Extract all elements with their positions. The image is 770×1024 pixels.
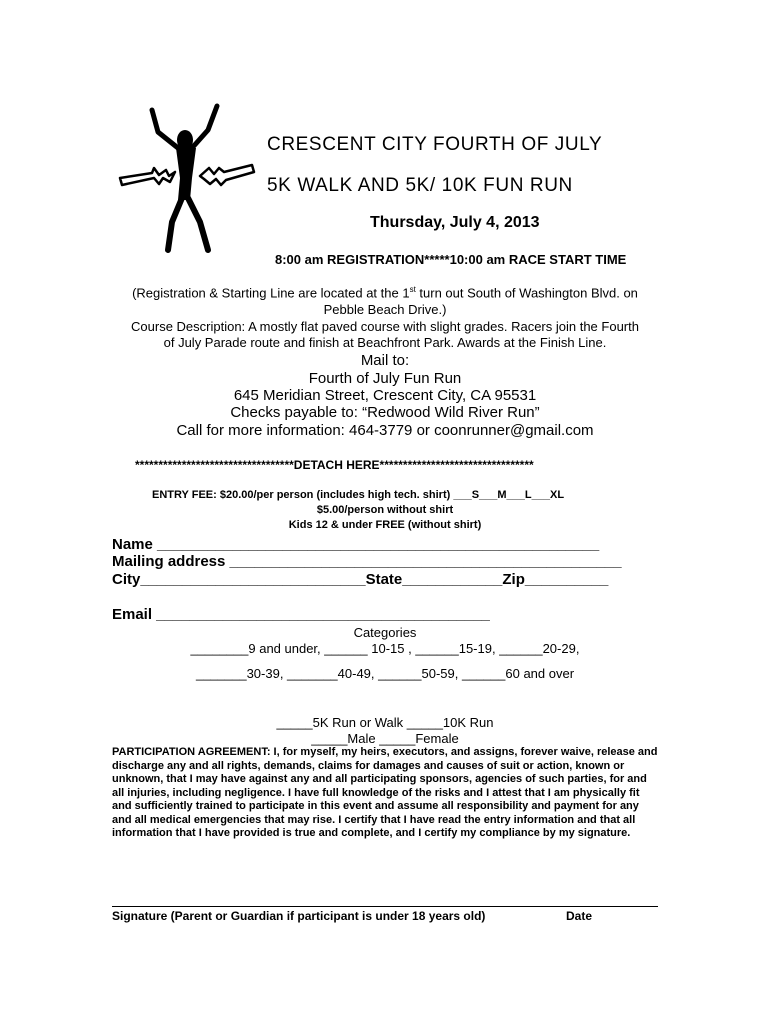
entry-fee: ENTRY FEE: $20.00/per person (includes high tech. shirt) ___S___M___L___XL: [152, 489, 565, 501]
course-description-line2: of July Parade route and finish at Beachfront Park. Awards at the Finish Line.: [163, 335, 607, 350]
event-subtitle: 5K WALK AND 5K/ 10K FUN RUN: [267, 175, 573, 196]
signature-label: Signature (Parent or Guardian if participant is under 18 years old): [112, 909, 486, 923]
detach-line: **********************************DETACH HERE*********************************: [135, 458, 534, 472]
city-state-zip-field[interactable]: City___________________________State____________Zip__________: [112, 571, 609, 588]
signature-line[interactable]: [112, 906, 658, 907]
categories-row-1[interactable]: ________9 and under, ______ 10-15 , ______15-19, ______20-29,: [190, 641, 580, 656]
event-date: Thursday, July 4, 2013: [370, 214, 540, 231]
kids-fee: Kids 12 & under FREE (without shirt): [288, 519, 482, 531]
mail-name: Fourth of July Fun Run: [308, 370, 462, 387]
mail-to-label: Mail to:: [360, 352, 410, 369]
date-label: Date: [566, 909, 593, 923]
course-description: Course Description: A mostly flat paved course with slight grades. Racers join the Fourth: [131, 319, 639, 334]
location-text-line2: Pebble Beach Drive.): [323, 302, 447, 317]
event-title: CRESCENT CITY FOURTH OF JULY: [267, 134, 603, 155]
fee-without-shirt: $5.00/person without shirt: [316, 504, 454, 516]
categories-heading: Categories: [353, 625, 417, 640]
event-times: 8:00 am REGISTRATION*****10:00 am RACE START TIME: [275, 252, 627, 267]
mailing-address-field[interactable]: Mailing address _______________________________________________: [112, 553, 622, 570]
runner-with-wings-icon: [112, 100, 262, 260]
gender-choice[interactable]: _____Male _____Female: [311, 731, 459, 746]
location-text: (Registration & Starting Line are located at the 1st turn out South of Washington Blvd. on: [132, 285, 638, 301]
name-field[interactable]: Name _____________________________________________________: [112, 536, 600, 553]
email-field[interactable]: Email ________________________________________: [112, 606, 490, 623]
participation-agreement: PARTICIPATION AGREEMENT: I, for myself, my heirs, executors, and assigns, forever waive, release and discharge any and all rights, demands, claims for damages and causes of suit or action, known or unknown, that I may have against any and all participating sponsors, agencies of such parties, for and all injuries, including negligence. I have full knowledge of the risks and I attest that I am physically fit and sufficiently trained to participate in this event and assume all responsibility and payment for any and all medical emergencies that may rise. I certify that I have read the entry information and that all information that I have provided is true and complete, and I certify my compliance by my signature.: [112, 746, 658, 839]
race-choice[interactable]: _____5K Run or Walk _____10K Run: [276, 715, 494, 730]
checks-payable: Checks payable to: “Redwood Wild River Run”: [230, 404, 540, 421]
contact-info: Call for more information: 464-3779 or coonrunner@gmail.com: [176, 422, 594, 439]
mail-address: 645 Meridian Street, Crescent City, CA 95531: [233, 387, 537, 404]
categories-row-2[interactable]: _______30-39, _______40-49, ______50-59, ______60 and over: [195, 666, 575, 681]
